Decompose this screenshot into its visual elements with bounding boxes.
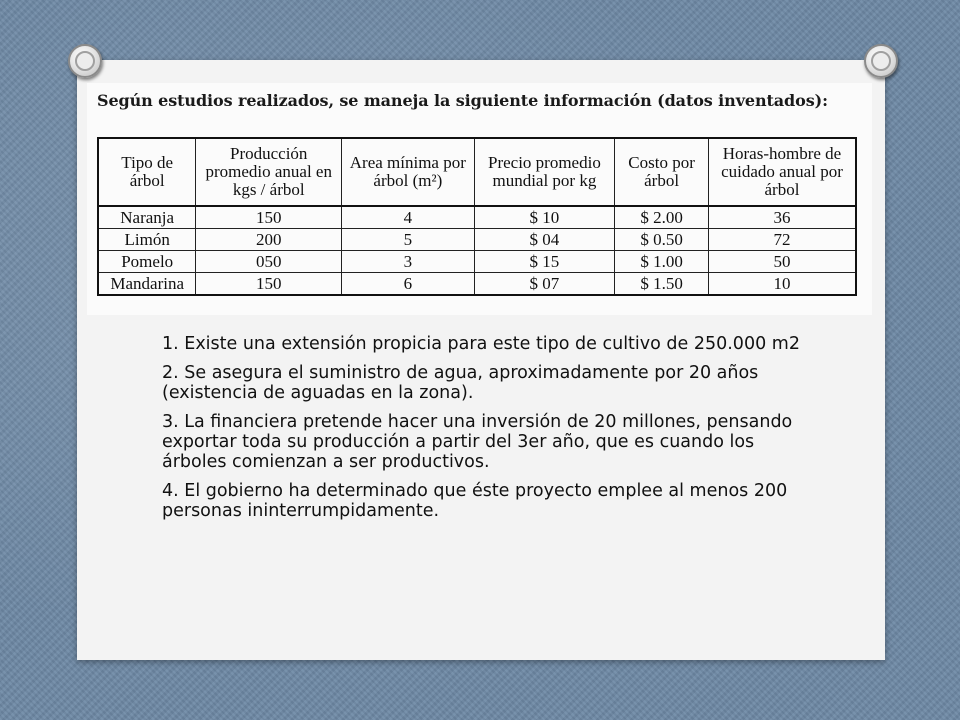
table-cell: Naranja <box>98 206 196 229</box>
info-image <box>87 83 872 315</box>
table-cell: 200 <box>196 229 342 251</box>
table-row <box>98 206 856 229</box>
table-cell: 050 <box>196 251 342 273</box>
table-row <box>98 229 856 251</box>
header-area-minima: Area mínima por árbol (m²) <box>342 138 475 206</box>
table-cell: $ 0.50 <box>615 229 709 251</box>
item-list <box>162 334 802 530</box>
list-item-1: 1. Existe una extensión propicia para este tipo de cultivo de 250.000 m2 <box>162 334 800 354</box>
list-item-4: 4. El gobierno ha determinado que éste proyecto emplee al menos 200 personas ininterrumpidamente. <box>162 481 788 521</box>
table-cell: $ 1.00 <box>615 251 709 273</box>
table-cell: 10 <box>708 273 856 296</box>
table-cell: $ 07 <box>474 273 615 296</box>
table-cell: 4 <box>342 206 475 229</box>
table-cell: $ 1.50 <box>615 273 709 296</box>
table-cell: 5 <box>342 229 475 251</box>
intro-text: Según estudios realizados, se maneja la siguiente información (datos inventados): <box>97 91 828 110</box>
table-cell: Mandarina <box>98 273 196 296</box>
table-cell: 72 <box>708 229 856 251</box>
pushpin-right-icon <box>864 44 898 78</box>
table-cell: 6 <box>342 273 475 296</box>
header-costo: Costo por árbol <box>615 138 709 206</box>
table-header-row <box>98 138 856 206</box>
table-cell: 150 <box>196 206 342 229</box>
data-table <box>97 137 857 296</box>
list-item-2: 2. Se asegura el suministro de agua, aproximadamente por 20 años (existencia de aguadas en la zona). <box>162 363 759 403</box>
list-item-3: 3. La financiera pretende hacer una inversión de 20 millones, pensando exportar toda su producción a partir del 3er año, que es cuando los árboles comienzan a ser productivos. <box>162 412 793 472</box>
header-tipo-arbol: Tipo de árbol <box>98 138 196 206</box>
pushpin-left-icon <box>68 44 102 78</box>
table-cell: $ 2.00 <box>615 206 709 229</box>
table-cell: 3 <box>342 251 475 273</box>
table-cell: 150 <box>196 273 342 296</box>
table-cell: Limón <box>98 229 196 251</box>
table-cell: $ 04 <box>474 229 615 251</box>
header-horas-hombre: Horas-hombre de cuidado anual por árbol <box>708 138 856 206</box>
table-cell: 50 <box>708 251 856 273</box>
header-produccion: Producción promedio anual en kgs / árbol <box>196 138 342 206</box>
header-precio: Precio promedio mundial por kg <box>474 138 615 206</box>
table-row <box>98 273 856 296</box>
table-cell: $ 15 <box>474 251 615 273</box>
table-cell: $ 10 <box>474 206 615 229</box>
table-cell: Pomelo <box>98 251 196 273</box>
table-row <box>98 251 856 273</box>
table-cell: 36 <box>708 206 856 229</box>
